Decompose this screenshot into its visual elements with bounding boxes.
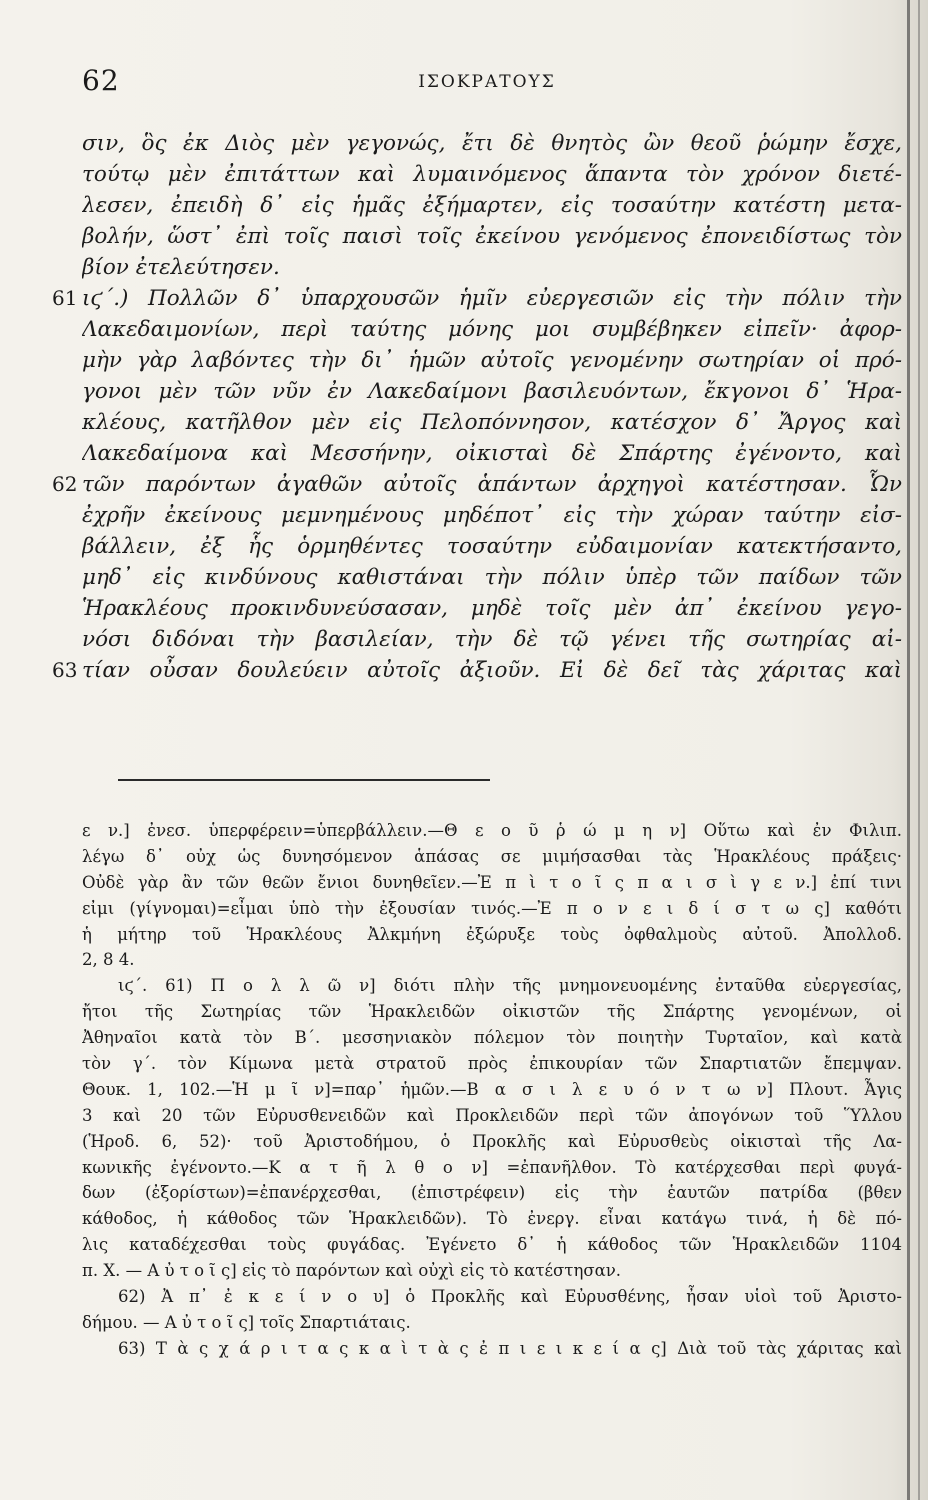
footnote-line: λέγω δ᾿ οὐχ ὡς δυνησόμενον ἁπάσας σε μιμήσασθαι τὰς Ἡρακλέους πράξεις·	[82, 846, 902, 866]
line-text: ἐχρῆν ἐκείνους μεμνημένους μηδέποτ᾿ εἰς τὴν χώραν ταύτην εἰσ-	[82, 503, 902, 528]
line-text: τῶν παρόντων ἀγαθῶν αὐτοῖς ἁπάντων ἀρχηγοὶ κατέστησαν. Ὧν	[82, 472, 902, 497]
line-text: μὴν γὰρ λαβόντες τὴν δι᾿ ἡμῶν αὐτοῖς γενομένην σωτηρίαν οἱ πρό-	[82, 348, 902, 373]
footnote-line: ἤτοι τῆς Σωτηρίας τῶν Ἡρακλειδῶν οἰκιστῶν τῆς Σπάρτης γενομένων, οἱ	[82, 1002, 902, 1022]
main-text-line	[60, 562, 910, 593]
footnotes	[82, 818, 912, 1362]
footnote-line: κάθοδος, ἡ κάθοδος τῶν Ἡρακλειδῶν). Τὸ ἐνεργ. εἶναι κατάγω τινά, ἡ δὲ πό-	[82, 1209, 902, 1229]
footnote-line: ε ν.] ἐνεσ. ὑπερφέρειν=ὑπερβάλλειν.—Θ ε ο ῦ ῥ ώ μ η ν] Οὕτω καὶ ἐν Φιλιπ.	[82, 821, 902, 840]
main-text-line	[60, 128, 910, 159]
line-text: λεσεν, ἐπειδὴ δ᾿ εἰς ἡμᾶς ἐξήμαρτεν, εἰς τοσαύτην κατέστη μετα-	[82, 193, 902, 218]
main-text-line	[60, 314, 910, 345]
main-text-line	[52, 469, 910, 500]
main-text-line	[60, 438, 910, 469]
main-text-line	[60, 500, 910, 531]
footnote-line: τὸν γ΄. τὸν Κίμωνα μετὰ στρατοῦ πρὸς ἐπικουρίαν τῶν Σπαρτιατῶν ἔπεμψαν.	[82, 1054, 902, 1074]
line-text: ιϛ΄.) Πολλῶν δ᾿ ὑπαρχουσῶν ἡμῖν εὐεργεσιῶν εἰς τὴν πόλιν τὴν	[82, 286, 902, 311]
footnote-line: δήμου. — Α ὐ τ ο ῖ ς] τοῖς Σπαρτιάταις.	[82, 1312, 411, 1332]
main-text-line	[52, 283, 910, 314]
footnote-line: εἰμι (γίγνομαι)=εἶμαι ὑπὸ τὴν ἐξουσίαν τινός.—Ἐ π ο ν ε ι δ ί σ τ ω ς] καθότι	[82, 898, 902, 918]
line-text: βάλλειν, ἐξ ἧς ὁρμηθέντες τοσαύτην εὐδαιμονίαν κατεκτήσαντο,	[82, 534, 902, 559]
line-text: σιν, ὃς ἐκ Διὸς μὲν γεγονώς, ἔτι δὲ θνητὸς ὢν θεοῦ ῥώμην ἔσχε,	[82, 131, 902, 156]
footnote-line: 2, 8 4.	[82, 950, 135, 970]
line-text: βολήν, ὥστ᾿ ἐπὶ τοῖς παισὶ τοῖς ἐκείνου γενόμενος ἐπονειδίστως τὸν	[82, 224, 902, 249]
main-text-line	[60, 252, 910, 283]
footnote-line: κωνικῆς ἐγένοντο.—Κ α τ ῆ λ θ ο ν] =ἐπανῆλθον. Τὸ κατέρχεσθαι περὶ φυγά-	[82, 1157, 902, 1177]
section-number: 62	[52, 472, 78, 496]
footnote-line: (Ἡροδ. 6, 52)· τοῦ Ἀριστοδήμου, ὁ Προκλῆς καὶ Εὐρυσθεὺς οἰκισταὶ τῆς Λα-	[82, 1131, 902, 1151]
line-text: γονοι μὲν τῶν νῦν ἐν Λακεδαίμονι βασιλευόντων, ἔκγονοι δ᾿ Ἡρα-	[82, 379, 902, 404]
section-number: 61	[52, 286, 78, 310]
section-number: 63	[52, 658, 78, 682]
line-text: βίον ἐτελεύτησεν.	[82, 255, 280, 280]
page-edge-line	[918, 0, 920, 1500]
main-text-line	[60, 345, 910, 376]
footnote-line: 63) Τ ὰ ς χ ά ρ ι τ α ς κ α ὶ τ ὰ ς ἐ π ι ε ι κ ε ί α ς] Διὰ τοῦ τὰς χάριτας καὶ	[118, 1338, 902, 1358]
main-text	[52, 128, 910, 686]
line-text: νόσι διδόναι τὴν βασιλείαν, τὴν δὲ τῷ γένει τῆς σωτηρίας αἰ-	[82, 627, 902, 652]
main-text-line	[52, 655, 910, 686]
footnote-line: ἡ μήτηρ τοῦ Ἡρακλέους Ἀλκμήνη ἐξώρυξε τοὺς ὀφθαλμοὺς αὐτοῦ. Ἀπολλοδ.	[82, 924, 902, 944]
main-text-line	[60, 593, 910, 624]
footnote-line: Ἀθηναῖοι κατὰ τὸν Β΄. μεσσηνιακὸν πόλεμον τὸν ποιητὴν Τυρταῖον, καὶ κατὰ	[82, 1028, 902, 1048]
main-text-line	[60, 624, 910, 655]
main-text-line	[60, 221, 910, 252]
main-text-line	[60, 190, 910, 221]
footnote-line: 3 καὶ 20 τῶν Εὐρυσθενειδῶν καὶ Προκλειδῶν περὶ τῶν ἀπογόνων τοῦ Ὕλλου	[82, 1105, 902, 1125]
main-text-line	[60, 376, 910, 407]
line-text: μηδ᾿ εἰς κινδύνους καθιστάναι τὴν πόλιν ὑπὲρ τῶν παίδων τῶν	[82, 565, 902, 590]
footnote-line: π. Χ. — Α ὐ τ ο ῖ ς] εἰς τὸ παρόντων καὶ οὐχὶ εἰς τὸ κατέστησαν.	[82, 1261, 622, 1281]
main-text-line	[60, 531, 910, 562]
footnote-line: Οὐδὲ γὰρ ἂν τῶν θεῶν ἔνιοι δυνηθεῖεν.—Ἐ π ὶ τ ο ῖ ς π α ι σ ὶ γ ε ν.] ἐπί τινι	[82, 872, 902, 892]
footnote-line: 62) Ἀ π᾿ ἐ κ ε ί ν ο υ] ὁ Προκλῆς καὶ Εὐρυσθένης, ἦσαν υἱοὶ τοῦ Ἀριστο-	[118, 1287, 902, 1307]
main-text-line	[60, 407, 910, 438]
footnote-line: ιϛ΄. 61) Π ο λ λ ῶ ν] διότι πλὴν τῆς μνημονευομένης ἐνταῦθα εὐεργεσίας,	[118, 976, 902, 996]
line-text: κλέους, κατῆλθον μὲν εἰς Πελοπόννησον, κατέσχον δ᾿ Ἄργος καὶ	[82, 410, 902, 435]
line-text: τούτῳ μὲν ἐπιτάττων καὶ λυμαινόμενος ἅπαντα τὸν χρόνον διετέ-	[82, 162, 902, 187]
footnote-line: δων (ἐξορίστων)=ἐπανέρχεσθαι, (ἐπιστρέφειν) εἰς τὴν ἑαυτῶν πατρίδα (βθεν	[82, 1183, 902, 1203]
footnote-line: λις καταδέχεσθαι τοὺς φυγάδας. Ἐγένετο δ᾿ ἡ κάθοδος τῶν Ἡρακλειδῶν 1104	[82, 1235, 902, 1255]
footnote-line: Θουκ. 1, 102.—Ἡ μ ῖ ν]=παρ᾿ ἡμῶν.—Β α σ ι λ ε υ ό ν τ ω ν] Πλουτ. Ἆγις	[82, 1079, 902, 1099]
line-text: Λακεδαιμονίων, περὶ ταύτης μόνης μοι συμβέβηκεν εἰπεῖν· ἀφορ-	[82, 317, 902, 342]
line-text: Λακεδαίμονα καὶ Μεσσήνην, οἰκισταὶ δὲ Σπάρτης ἐγένοντο, καὶ	[82, 441, 902, 466]
line-text: τίαν οὖσαν δουλεύειν αὐτοῖς ἀξιοῦν. Εἰ δὲ δεῖ τὰς χάριτας καὶ	[82, 658, 902, 683]
footnote-separator-rule	[118, 779, 490, 781]
page-header	[82, 64, 892, 104]
main-text-line	[60, 159, 910, 190]
page-number: 62	[82, 64, 120, 97]
line-text: Ἡρακλέους προκινδυνεύσασαν, μηδὲ τοῖς μὲν ἀπ᾿ ἐκείνου γεγο-	[82, 596, 902, 621]
running-title: ΙΣΟΚΡΑΤΟΥΣ	[418, 72, 556, 92]
